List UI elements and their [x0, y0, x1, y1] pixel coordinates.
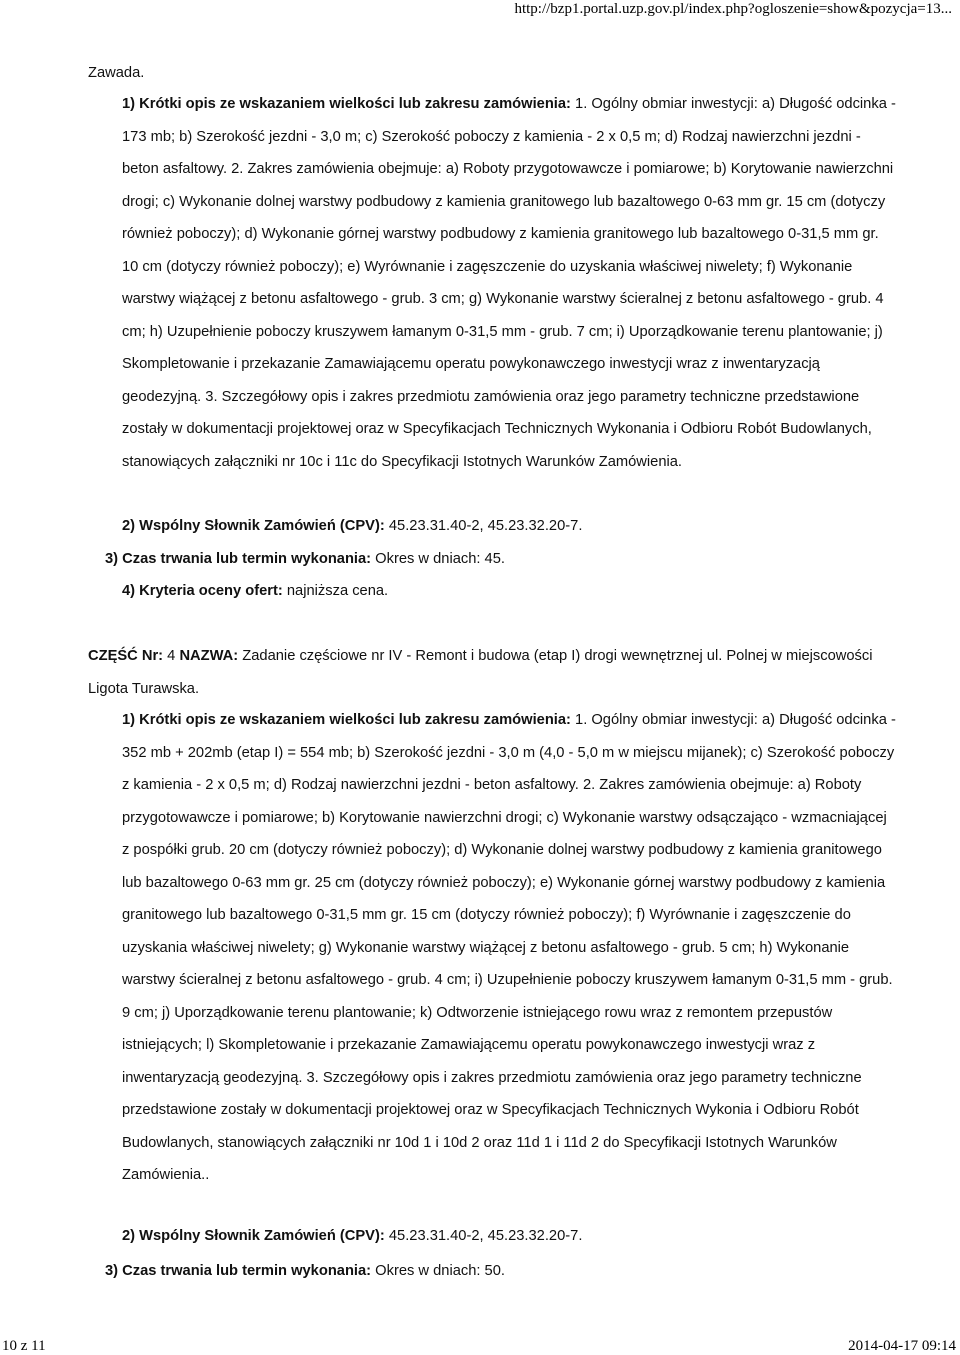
part-name: Zadanie częściowe nr IV - Remont i budowa (etap I) drogi wewnętrznej ul. Polnej w miejscowości Ligota Turawska.: [88, 648, 873, 697]
print-datetime: 2014-04-17 09:14: [848, 1338, 956, 1354]
s2-item-cpv-text: 45.23.31.40-2, 45.23.32.20-7.: [388, 1228, 583, 1244]
part-number-label: CZĘŚĆ Nr:: [88, 648, 164, 664]
part-heading: [88, 640, 888, 705]
s2-item-description: [122, 704, 897, 1192]
s1-item-cpv-label: 2) Wspólny Słownik Zamówień (CPV):: [122, 518, 385, 534]
page-url: http://bzp1.portal.uzp.gov.pl/index.php?ogloszenie=show&pozycja=13...: [514, 1, 952, 17]
s2-item-duration-label: 3) Czas trwania lub termin wykonania:: [105, 1263, 372, 1279]
s1-item-duration: [105, 543, 895, 576]
page-number: 10 z 11: [2, 1338, 46, 1354]
s2-item-description-text: 1. Ogólny obmiar inwestycji: a) Długość odcinka - 352 mb + 202mb (etap I) = 554 mb; b) Szerokość jezdni - 3,0 m (4,0 - 5,0 m w miejscu mijanek); c) Szerokość poboczy z kamienia - 2 x 0,5 m; d) Rodzaj nawierzchni jezdni - beton asfaltowy. 2. Zakres zamówienia obejmuje: a) Roboty przygotowawcze i pomiarowe; b) Korytowanie nawierzchni drogi; c) Wykonanie warstwy odsączająco - wzmacniającej z pospółki grub. 20 cm (dotyczy również poboczy); d) Wykonanie dolnej warstwy podbudowy z kamienia granitowego lub bazaltowego 0-63 mm gr. 25 cm (dotyczy również poboczy); e) Wykonanie górnej warstwy podbudowy z kamienia granitowego lub bazaltowego 0-31,5 mm gr. 15 cm (dotyczy również poboczy); f) Wyrównanie i zagęszczenie do uzyskania właściwej niwelety; g) Wykonanie warstwy wiążącej z betonu asfaltowego - grub. 5 cm; h) Wykonanie warstwy ścieralnej z betonu asfaltowego - grub. 4 cm; i) Uzupełnienie poboczy kruszywem łamanym 0-31,5 mm - grub. 9 cm; j) Uporządkowanie terenu plantowanie; k) Odtworzenie istniejącego rowu wraz z remontem przepustów istniejących; l) Skompletowanie i przekazanie Zamawiającemu operatu powykonawczego inwestycji wraz z inwentaryzacją geodezyjną. 3. Szczegółowy opis i zakres przedmiotu zamówienia oraz jego parametry techniczne przedstawione zostały w dokumentacji projektowej oraz w Specyfikacjach Technicznych Wykonia i Odbioru Robót Budowlanych, stanowiących załączniki nr 10d 1 i 10d 2 oraz 11d 1 i 11d 2 do Specyfikacji Istotnych Warunków Zamówienia..: [122, 712, 896, 1183]
s2-item-description-label: 1) Krótki opis ze wskazaniem wielkości lub zakresu zamówienia:: [122, 712, 571, 728]
s2-item-cpv: [122, 1220, 897, 1253]
s1-item-description-label: 1) Krótki opis ze wskazaniem wielkości lub zakresu zamówienia:: [122, 96, 571, 112]
s2-item-duration: [105, 1255, 895, 1288]
s1-item-criteria: [122, 575, 897, 608]
s2-item-cpv-label: 2) Wspólny Słownik Zamówień (CPV):: [122, 1228, 385, 1244]
s1-item-description-text: 1. Ogólny obmiar inwestycji: a) Długość odcinka - 173 mb; b) Szerokość jezdni - 3,0 m; c) Szerokość poboczy z kamienia - 2 x 0,5 m; d) Rodzaj nawierzchni jezdni - beton asfaltowy. 2. Zakres zamówienia obejmuje: a) Roboty przygotowawcze i pomiarowe; b) Korytowanie nawierzchni drogi; c) Wykonanie dolnej warstwy podbudowy z kamienia granitowego lub bazaltowego 0-63 mm gr. 15 cm (dotyczy również poboczy); d) Wykonanie górnej warstwy podbudowy z kamienia granitowego lub bazaltowego 0-31,5 mm gr. 10 cm (dotyczy również poboczy); e) Wyrównanie i zagęszczenie do uzyskania właściwej niwelety; f) Wykonanie warstwy wiążącej z betonu asfaltowego - grub. 3 cm; g) Wykonanie warstwy ścieralnej z betonu asfaltowego - grub. 4 cm; h) Uzupełnienie poboczy kruszywem łamanym 0-31,5 mm - grub. 7 cm; i) Uporządkowanie terenu plantowanie; j) Skompletowanie i przekazanie Zamawiającemu operatu powykonawczego inwestycji wraz z inwentaryzacją geodezyjną. 3. Szczegółowy opis i zakres przedmiotu zamówienia oraz jego parametry techniczne przedstawione zostały w dokumentacji projektowej oraz w Specyfikacjach Technicznych Wykonania i Odbioru Robót Budowlanych, stanowiących załączniki nr 10c i 11c do Specyfikacji Istotnych Warunków Zamówienia.: [122, 96, 896, 470]
s1-item-criteria-text: najniższa cena.: [286, 583, 389, 599]
s1-item-cpv: [122, 510, 897, 543]
intro-text: Zawada.: [88, 65, 145, 81]
s1-item-description: [122, 88, 897, 478]
s1-item-duration-text: Okres w dniach: 45.: [375, 551, 505, 567]
part-name-label: NAZWA:: [179, 648, 239, 664]
s1-item-criteria-label: 4) Kryteria oceny ofert:: [122, 583, 283, 599]
s2-item-duration-text: Okres w dniach: 50.: [375, 1263, 505, 1279]
s1-item-cpv-text: 45.23.31.40-2, 45.23.32.20-7.: [388, 518, 583, 534]
s1-item-duration-label: 3) Czas trwania lub termin wykonania:: [105, 551, 372, 567]
part-number: 4: [167, 648, 176, 664]
